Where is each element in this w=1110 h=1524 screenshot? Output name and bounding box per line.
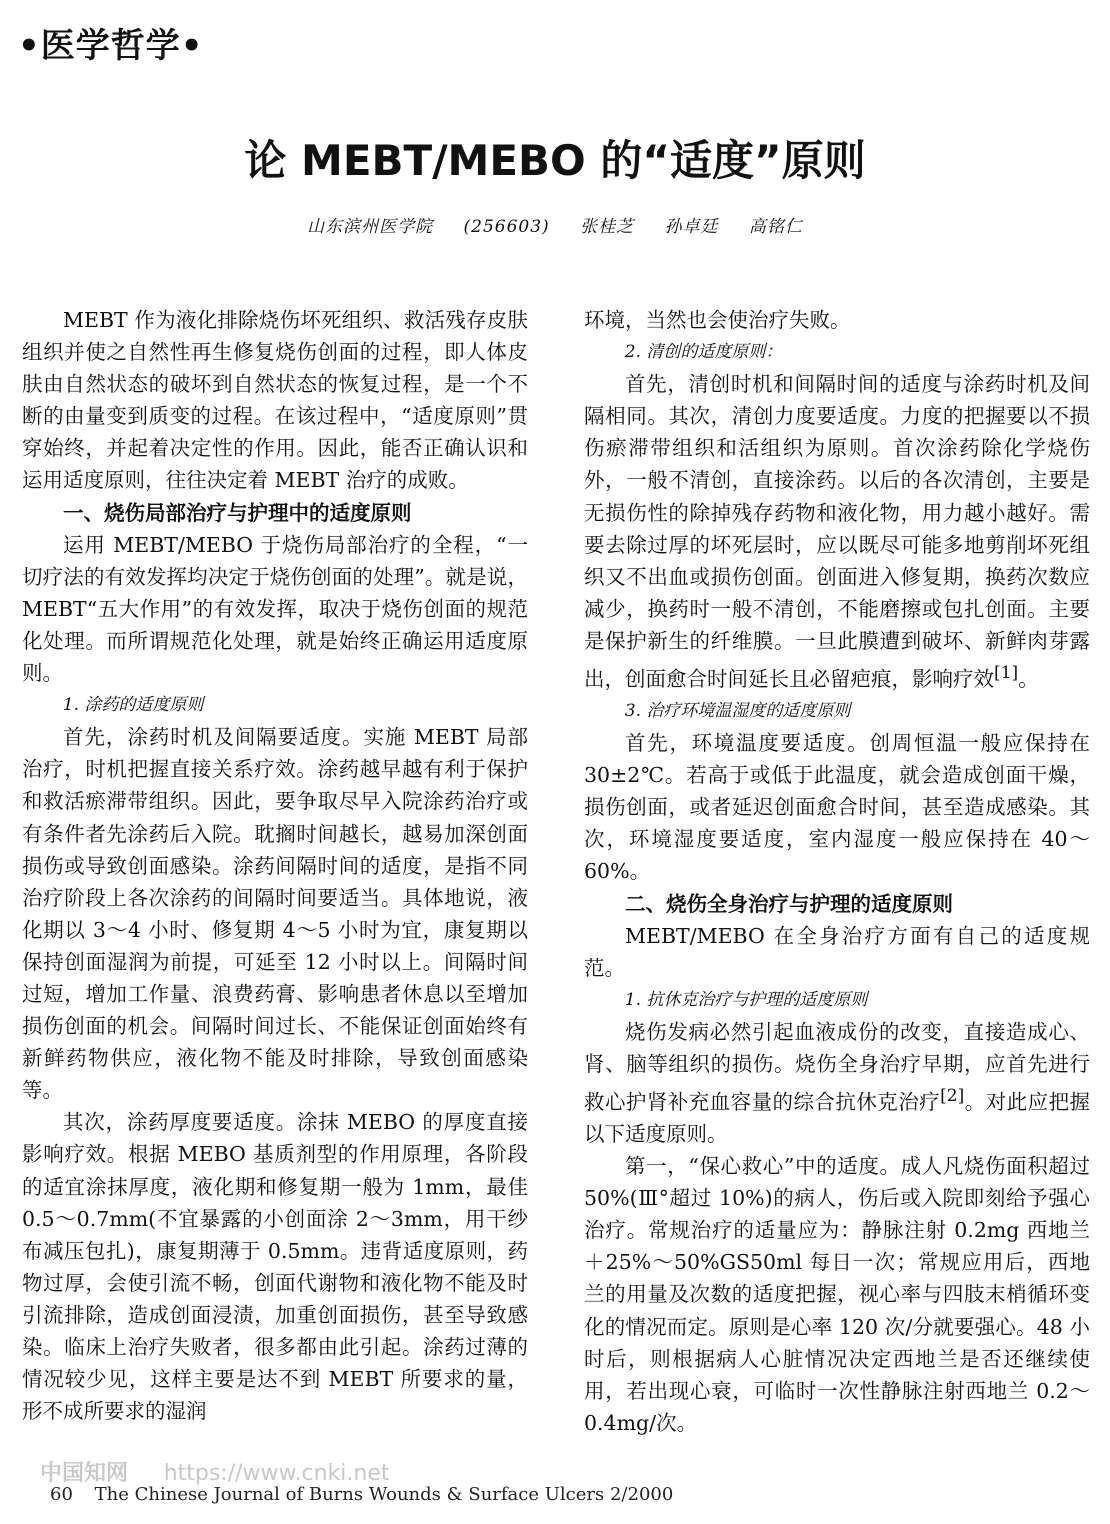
section-heading: 二、烧伤全身治疗与护理的适度原则 xyxy=(625,891,953,916)
section-tag: •医学哲学• xyxy=(18,26,204,66)
watermark-logo: 中国知网 xyxy=(40,1461,129,1486)
author-name: 孙卓廷 xyxy=(664,217,719,237)
reference-marker: [2] xyxy=(940,1086,965,1107)
paragraph: 第一，“保心救心”中的适度。成人凡烧伤面积超过 50%(Ⅲ°超过 10%)的病人，伤后或入院即刻给予强心治疗。常规治疗的适量应为：静脉注射 0.2mg 西地兰＋25%～50%GS50ml 每日一次；常规应用后，西地兰的用量及次数的适度把握，视心率与四肢末梢循环变化的情况而定。原则是心率 120 次/分就要强心。48 小时后，则根据病人心脏情况决定西地兰是否还继续使用，若出现心衰，可临时一次性静脉注射西地兰 0.2～0.4mg/次。 xyxy=(584,1154,1090,1435)
paragraph-text: 。对此应把握以下适度原则。 xyxy=(584,1089,1091,1146)
paragraph-text: 首先，清创时机和间隔时间的适度与涂药时机及间隔相同。其次，清创力度要适度。力度的把握要以不损伤瘀滞带组织和活组织为原则。首次涂药除化学烧伤外，一般不清创，直接涂药。以后的各次清创，主要是无损伤性的除掉残存药物和液化物，用力越小越好。需要去除过厚的坏死层时，应以既尽可能多地剪削坏死组织又不出血或损伤创面。创面进入修复期，换药次数应减少，换药时一般不清创，不能磨擦或包扎创面。主要是保护新生的纤维膜。一旦此膜遭到破坏、新鲜肉芽露出，创面愈合时间延长且必留疤痕，影响疗效 xyxy=(584,372,1090,691)
subsection-heading: 1. 抗休克治疗与护理的适度原则 xyxy=(624,989,868,1010)
subsection-heading: 2. 清创的适度原则： xyxy=(624,342,783,363)
watermark-url: https://www.cnki.net xyxy=(163,1461,390,1486)
subsection-heading: 3. 治疗环境温湿度的适度原则 xyxy=(624,700,851,721)
page-number: 60 xyxy=(50,1484,73,1505)
paragraph-text: 烧伤发病必然引起血液成份的改变，直接造成心、肾、脑等组织的损伤。烧伤全身治疗早期，应首先进行救心护肾补充血容量的综合抗休克治疗 xyxy=(584,1019,1090,1114)
reference-marker: [1] xyxy=(994,663,1019,684)
left-column xyxy=(22,304,528,1427)
affiliation: 山东滨州医学院 xyxy=(307,217,434,237)
watermark xyxy=(40,1456,390,1487)
author-name: 高铭仁 xyxy=(748,217,803,237)
right-column xyxy=(584,304,1090,1439)
article-title: 论 MEBT/MEBO 的“适度”原则 xyxy=(244,136,866,185)
author-line xyxy=(0,212,1110,237)
author-name: 张桂芝 xyxy=(580,217,635,237)
paragraph-continuation: 环境，当然也会使治疗失败。 xyxy=(584,308,851,332)
paragraph: MEBT/MEBO 在全身治疗方面有自己的适度规范。 xyxy=(584,923,1090,980)
paragraph: MEBT 作为液化排除烧伤坏死组织、救活残存皮肤组织并使之自然性再生修复烧伤创面的过程，即人体皮肤由自然状态的破坏到自然状态的恢复过程，是一个不断的由量变到质变的过程。在该过程中，“适度原则”贯穿始终，并起着决定性的作用。因此，能否正确认识和运用适度原则，往往决定着 MEBT 治疗的成败。 xyxy=(22,308,528,493)
postcode: (256603) xyxy=(463,217,550,237)
subsection-heading: 1. 涂药的适度原则 xyxy=(62,695,204,716)
paragraph-text: 。 xyxy=(1018,666,1039,691)
journal-name: The Chinese Journal of Burns Wounds & Surface Ulcers 2/2000 xyxy=(94,1484,674,1505)
paragraph: 运用 MEBT/MEBO 于烧伤局部治疗的全程，“一切疗法的有效发挥均决定于烧伤创面的处理”。就是说，MEBT“五大作用”的有效发挥，取决于烧伤创面的规范化处理。而所谓规范化处理，就是始终正确运用适度原则。 xyxy=(22,532,528,686)
paragraph: 首先，环境温度要适度。创周恒温一般应保持在 30±2℃。若高于或低于此温度，就会造成创面干燥，损伤创面，或者延迟创面愈合时间，甚至造成感染。其次，环境湿度要适度，室内湿度一般应保持在 40～60%。 xyxy=(584,731,1090,884)
paragraph: 其次，涂药厚度要适度。涂抹 MEBO 的厚度直接影响疗效。根据 MEBO 基质剂型的作用原理，各阶段的适宜涂抹厚度，液化期和修复期一般为 1mm，最佳 0.5～0.7mm(不宜暴露的小创面涂 2～3mm，用干纱布减压包扎)，康复期薄于 0.5mm。违背适度原则，药物过厚，会使引流不畅，创面代谢物和液化物不能及时引流排除，造成创面浸渍，加重创面损伤，甚至导致感染。临床上治疗失败者，很多都由此引起。涂药过薄的情况较少见，这样主要是达不到 MEBT 所要求的量，形不成所要求的湿润 xyxy=(22,1110,528,1424)
paragraph xyxy=(584,1016,1090,1150)
paragraph xyxy=(584,368,1090,695)
section-heading: 一、烧伤局部治疗与护理中的适度原则 xyxy=(63,500,412,525)
paragraph: 首先，涂药时机及间隔要适度。实施 MEBT 局部治疗，时机把握直接关系疗效。涂药越早越有利于保护和救活瘀滞带组织。因此，要争取尽早入院涂药治疗或有条件者先涂药后入院。耽搁时间越长，越易加深创面损伤或导致创面感染。涂药间隔时间的适度，是指不同治疗阶段上各次涂药的间隔时间要适当。具体地说，液化期以 3～4 小时、修复期 4～5 小时为宜，康复期以保持创面湿润为前提，可延至 12 小时以上。间隔时间过短，增加工作量、浪费药膏、影响患者休息以至增加损伤创面的机会。间隔时间过长、不能保证创面始终有新鲜药物供应，液化物不能及时排除，导致创面感染等。 xyxy=(22,725,528,1103)
page-footer xyxy=(50,1484,673,1505)
